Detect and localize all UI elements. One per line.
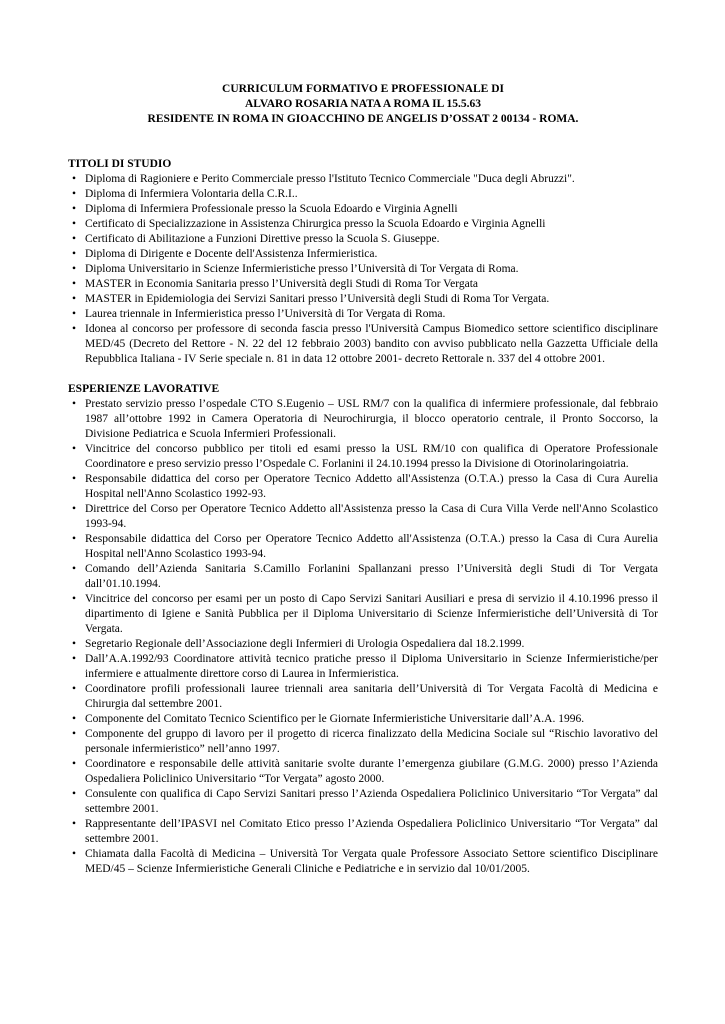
list-item [68,397,658,442]
list-item [68,562,658,592]
bullet-icon: • [72,233,77,245]
bullet-icon: • [72,563,77,575]
list-item-text: Responsabile didattica del corso per Operatore Tecnico Addetto all'Assistenza (O.T.A.) presso la Casa di Cura Aurelia Hospital nell'Anno Scolastico 1992-93. [85,473,658,500]
title-line: CURRICULUM FORMATIVO E PROFESSIONALE DI [222,83,504,95]
title-line: RESIDENTE IN ROMA IN GIOACCHINO DE ANGELIS D’OSSAT 2 00134 - ROMA. [147,113,579,125]
list-item [68,787,658,817]
bullet-icon: • [72,443,77,455]
bullet-icon: • [72,188,77,200]
bullet-icon: • [72,323,77,335]
list-item-text: Certificato di Specializzazione in Assistenza Chirurgica presso la Scuola Edoardo e Virginia Agnelli [85,218,546,230]
list-item-text: Certificato di Abilitazione a Funzioni Direttive presso la Scuola S. Giuseppe. [85,233,440,245]
bullet-icon: • [72,713,77,725]
list-item-text: Prestato servizio presso l’ospedale CTO S.Eugenio – USL RM/7 con la qualifica di infermiere professionale, dal febbraio 1987 all’ottobre 1992 in Camera Operatoria di Neurochirurgia, il blocco operatorio centrale, il Pronto Soccorso, la Divisione Pediatrica e Scuola Infermieri Professionali. [85,398,658,440]
bullet-icon: • [72,728,77,740]
list-item-text: Componente del gruppo di lavoro per il progetto di ricerca finalizzato della Medicina Sociale sul “Rischio lavorativo del personale infermieristico” nell’anno 1997. [85,728,658,755]
list-item [68,727,658,757]
list-item-text: Vincitrice del concorso pubblico per titoli ed esami presso la USL RM/10 con qualifica di Operatore Professionale Coordinatore e preso servizio presso l’Ospedale C. Forlanini il 24.10.1994 presso la Divisione di Otorinolaringoiatria. [85,443,658,470]
bullet-icon: • [72,848,77,860]
list-item [68,202,658,217]
list-item-text: Componente del Comitato Tecnico Scientifico per le Giornate Infermieristiche Universitarie dall’A.A. 1996. [85,713,585,725]
bullet-list [68,397,658,877]
list-item-text: Rappresentante dell’IPASVI nel Comitato Etico presso l’Azienda Ospedaliera Policlinico Universitario “Tor Vergata” dal settembre 2001. [85,818,658,845]
list-item-text: Diploma di Infermiera Professionale presso la Scuola Edoardo e Virginia Agnelli [85,203,458,215]
list-item [68,322,658,367]
list-item-text: Chiamata dalla Facoltà di Medicina – Università Tor Vergata quale Professore Associato Settore scientifico Disciplinare MED/45 – Scienze Infermieristiche Generali Cliniche e Pediatriche e in servizio dal 10/01/2005. [85,848,658,875]
list-item-text: Segretario Regionale dell’Associazione degli Infermieri di Urologia Ospedaliera dal 18.2.1999. [85,638,525,650]
bullet-icon: • [72,203,77,215]
document-sections [68,157,658,877]
cv-section [68,382,658,877]
bullet-icon: • [72,653,77,665]
list-item [68,307,658,322]
list-item-text: Laurea triennale in Infermieristica presso l’Università di Tor Vergata di Roma. [85,308,446,320]
list-item-text: Idonea al concorso per professore di seconda fascia presso l'Università Campus Biomedico settore scientifico disciplinare MED/45 (Decreto del Rettore - N. 22 del 12 febbraio 2003) bandito con avviso pubblicato nella Gazzetta Ufficiale della Repubblica Italiana - IV Serie speciale n. 81 in data 12 ottobre 2001- decreto Rettorale n. 337 del 4 ottobre 2001. [85,323,658,365]
list-item [68,652,658,682]
list-item-text: Diploma di Infermiera Volontaria della C.R.I.. [85,188,298,200]
bullet-icon: • [72,818,77,830]
bullet-icon: • [72,503,77,515]
list-item [68,292,658,307]
list-item [68,757,658,787]
bullet-icon: • [72,398,77,410]
list-item-text: Coordinatore e responsabile delle attività sanitarie svolte durante l’emergenza giubilare (G.M.G. 2000) presso l’Azienda Ospedaliera Policlinico Universitario “Tor Vergata” agosto 2000. [85,758,658,785]
list-item [68,277,658,292]
list-item-text: MASTER in Economia Sanitaria presso l’Università degli Studi di Roma Tor Vergata [85,278,479,290]
list-item [68,187,658,202]
list-item-text: Vincitrice del concorso per esami per un posto di Capo Servizi Sanitari Ausiliari e presa di servizio il 4.10.1996 presso il dipartimento di Igiene e Sanità Pubblica per il Diploma Universitario di Scienze Infermieristiche dell’Università di Tor Vergata. [85,593,658,635]
bullet-icon: • [72,473,77,485]
list-item [68,247,658,262]
bullet-icon: • [72,533,77,545]
bullet-icon: • [72,218,77,230]
bullet-icon: • [72,278,77,290]
list-item [68,172,658,187]
bullet-icon: • [72,683,77,695]
bullet-icon: • [72,638,77,650]
list-item [68,712,658,727]
bullet-icon: • [72,308,77,320]
list-item [68,217,658,232]
list-item [68,232,658,247]
list-item [68,592,658,637]
list-item [68,817,658,847]
bullet-list [68,172,658,367]
list-item [68,532,658,562]
list-item-text: Dall’A.A.1992/93 Coordinatore attività tecnico pratiche presso il Diploma Universitario in Scienze Infermieristiche/per infermiere e attualmente direttore corso di Laurea in Infermieristica. [85,653,658,680]
bullet-icon: • [72,248,77,260]
bullet-icon: • [72,788,77,800]
list-item-text: Responsabile didattica del Corso per Operatore Tecnico Addetto all'Assistenza (O.T.A.) presso la Casa di Cura Aurelia Hospital nell'Anno Scolastico 1993-94. [85,533,658,560]
list-item-text: Diploma di Ragioniere e Perito Commerciale presso l'Istituto Tecnico Commerciale "Duca degli Abruzzi". [85,173,575,185]
list-item [68,637,658,652]
list-item [68,472,658,502]
list-item [68,847,658,877]
list-item-text: Comando dell’Azienda Sanitaria S.Camillo Forlanini Spallanzani presso l’Università degli Studi di Tor Vergata dall’01.10.1994. [85,563,658,590]
list-item-text: Consulente con qualifica di Capo Servizi Sanitari presso l’Azienda Ospedaliera Policlinico Universitario “Tor Vergata” dal settembre 2001. [85,788,658,815]
list-item [68,682,658,712]
list-item-text: Diploma Universitario in Scienze Infermieristiche presso l’Università di Tor Vergata di Roma. [85,263,519,275]
list-item-text: Diploma di Dirigente e Docente dell'Assistenza Infermieristica. [85,248,378,260]
bullet-icon: • [72,263,77,275]
list-item [68,442,658,472]
bullet-icon: • [72,293,77,305]
title-line: ALVARO ROSARIA NATA A ROMA IL 15.5.63 [244,98,481,110]
section-heading: TITOLI DI STUDIO [68,158,172,170]
document-title-block [68,82,658,127]
section-heading: ESPERIENZE LAVORATIVE [68,383,220,395]
bullet-icon: • [72,758,77,770]
bullet-icon: • [72,173,77,185]
list-item-text: Direttrice del Corso per Operatore Tecnico Addetto all'Assistenza presso la Casa di Cura Villa Verde nell'Anno Scolastico 1993-94. [85,503,658,530]
list-item [68,502,658,532]
list-item-text: MASTER in Epidemiologia dei Servizi Sanitari presso l’Università degli Studi di Roma Tor Vergata. [85,293,550,305]
cv-section [68,157,658,367]
list-item-text: Coordinatore profili professionali lauree triennali area sanitaria dell’Università di Tor Vergata Facoltà di Medicina e Chirurgia dal settembre 2001. [85,683,658,710]
list-item [68,262,658,277]
bullet-icon: • [72,593,77,605]
